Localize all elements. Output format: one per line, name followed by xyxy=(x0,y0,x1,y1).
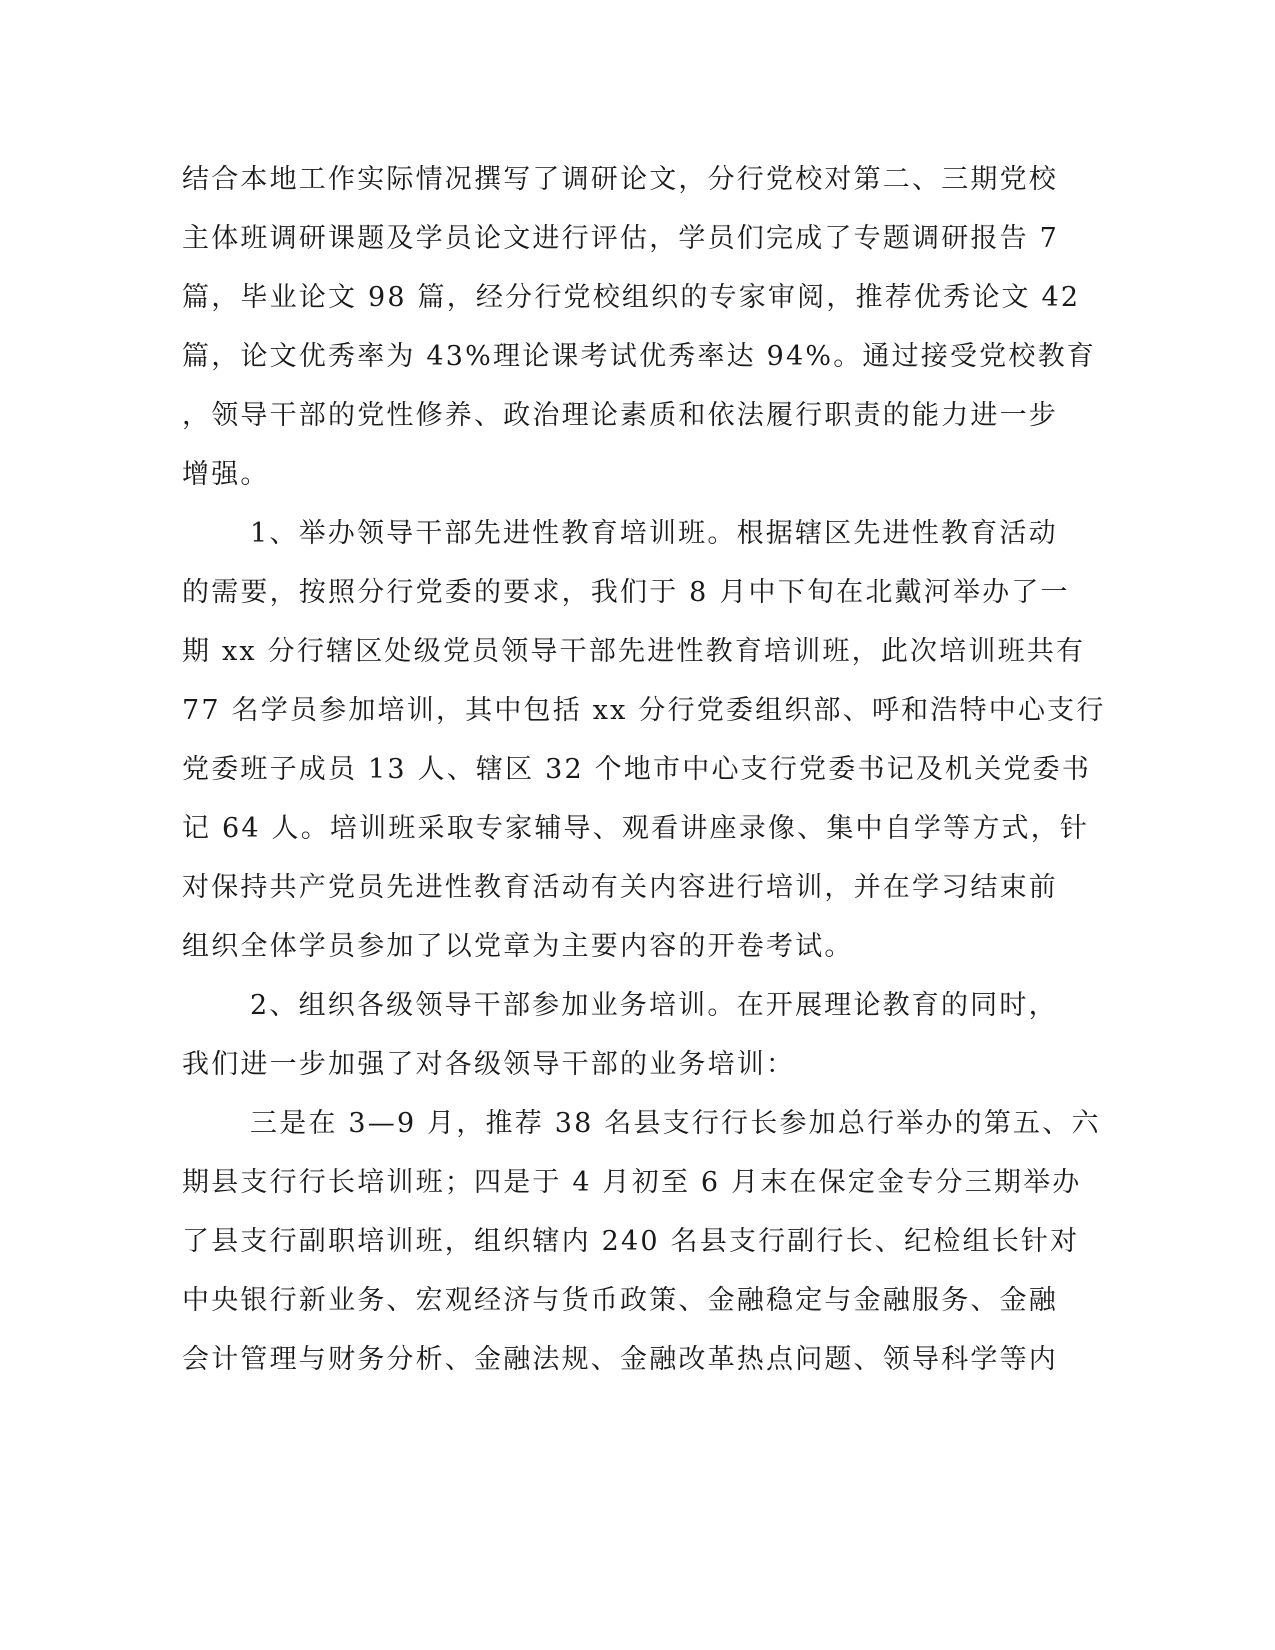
text-line: 77 名学员参加培训，其中包括 xx 分行党委组织部、呼和浩特中心支行 xyxy=(182,695,1106,726)
text-line: 期县支行行长培训班；四是于 4 月初至 6 月末在保定金专分三期举办 xyxy=(182,1167,1082,1198)
paragraph-first-line: 三是在 3—9 月，推荐 38 名县支行行长参加总行举办的第五、六 xyxy=(250,1108,1101,1139)
text-line: 增强。 xyxy=(182,459,270,490)
text-line: 篇，毕业论文 98 篇，经分行党校组织的专家审阅，推荐优秀论文 42 xyxy=(182,282,1081,313)
text-line: 组织全体学员参加了以党章为主要内容的开卷考试。 xyxy=(182,931,854,962)
text-line: 主体班调研课题及学员论文进行评估，学员们完成了专题调研报告 7 xyxy=(182,223,1059,254)
text-line: 对保持共产党员先进性教育活动有关内容进行培训，并在学习结束前 xyxy=(182,872,1058,903)
text-line: 的需要，按照分行党委的要求，我们于 8 月中下旬在北戴河举办了一 xyxy=(182,577,1070,608)
text-line: 了县支行副职培训班，组织辖内 240 名县支行副行长、纪检组长针对 xyxy=(182,1226,1080,1257)
text-line: 结合本地工作实际情况撰写了调研论文，分行党校对第二、三期党校 xyxy=(182,164,1058,195)
text-line: 党委班子成员 13 人、辖区 32 个地市中心支行党委书记及机关党委书 xyxy=(182,754,1092,785)
text-line: 期 xx 分行辖区处级党员领导干部先进性教育培训班，此次培训班共有 xyxy=(182,636,1086,667)
text-line: 篇，论文优秀率为 43%理论课考试优秀率达 94%。通过接受党校教育 xyxy=(182,341,1096,372)
text-line: ，领导干部的党性修养、政治理论素质和依法履行职责的能力进一步 xyxy=(182,400,1058,431)
text-line: 记 64 人。培训班采取专家辅导、观看讲座录像、集中自学等方式，针 xyxy=(182,813,1090,844)
paragraph-first-line: 2、组织各级领导干部参加业务培训。在开展理论教育的同时， xyxy=(250,990,1058,1021)
text-line: 中央银行新业务、宏观经济与货币政策、金融稳定与金融服务、金融 xyxy=(182,1285,1058,1316)
text-line: 会计管理与财务分析、金融法规、金融改革热点问题、领导科学等内 xyxy=(182,1344,1058,1375)
text-line: 我们进一步加强了对各级领导干部的业务培训： xyxy=(182,1049,796,1080)
paragraph-first-line: 1、举办领导干部先进性教育培训班。根据辖区先进性教育活动 xyxy=(250,518,1058,549)
